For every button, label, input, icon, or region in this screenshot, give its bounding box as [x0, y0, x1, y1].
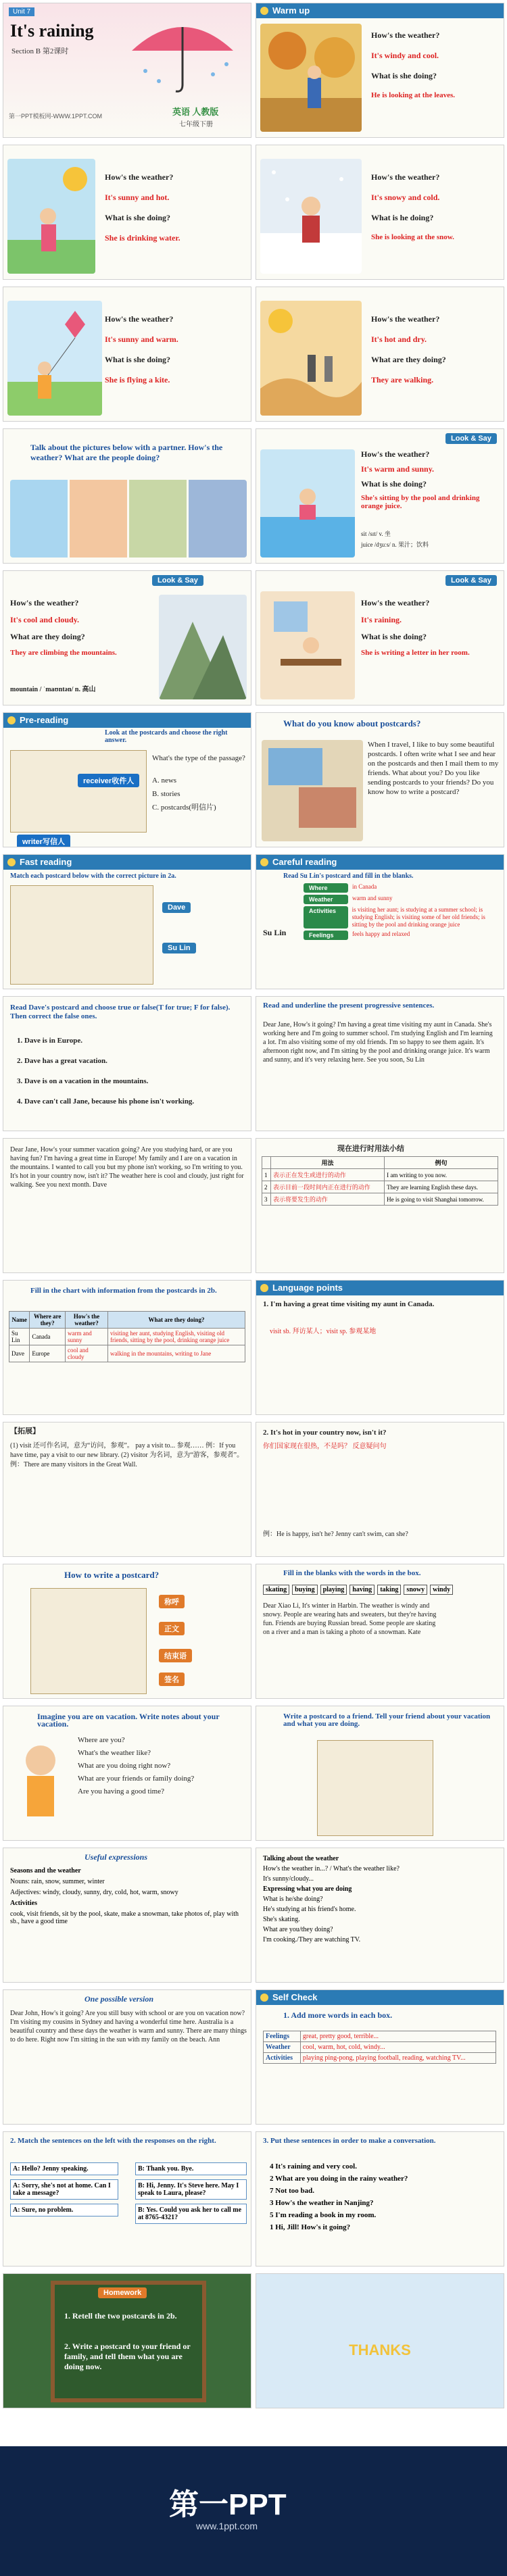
word-box	[263, 1585, 496, 1595]
row-use: 表示目前一段时间内正在进行的动作	[270, 1181, 384, 1193]
cover-title: It's raining	[10, 21, 94, 41]
usage-table	[262, 1156, 498, 1206]
match-right-item[interactable]: B: Yes. Could you ask her to call me at 8765-4321?	[135, 2204, 247, 2224]
slide-cover[interactable]	[3, 3, 251, 138]
warmup-header: Warm up	[256, 3, 504, 18]
lp-note-2: 你们国家现在很热，不是吗？ 反意疑问句	[263, 1443, 387, 1450]
question-doing: What are they doing?	[371, 355, 446, 364]
slide-warmup-5[interactable]	[256, 287, 504, 422]
expr-line: cook, visit friends, sit by the pool, skate, make a snowman, take photos of, play with sb., have a good time	[10, 1910, 239, 1925]
room-picture	[260, 591, 355, 699]
word: snowy	[404, 1585, 427, 1595]
answer-doing: They are climbing the mountains.	[10, 649, 117, 657]
chart-instruction: Fill in the chart with information from the postcards in 2b.	[30, 1287, 217, 1295]
cover-section: Section B 第2课时	[11, 47, 69, 55]
cover-grade: 七年级下册	[179, 121, 213, 128]
cover-site: 第一PPT模板网-WWW.1PPT.COM	[9, 113, 102, 120]
vocab-mountain: mountain / ˈmaʊntən/ n. 高山	[10, 686, 96, 693]
slide-one-version[interactable]	[3, 1989, 251, 2125]
question-doing: What is she doing?	[361, 479, 427, 489]
postcards-text-image	[10, 885, 153, 985]
expr-line: I'm cooking./They are watching TV.	[263, 1936, 361, 1943]
expr-line: It's sunny/cloudy...	[263, 1875, 314, 1883]
summer-picture	[7, 159, 95, 274]
slide-expand[interactable]	[3, 1422, 251, 1557]
mountain-picture	[159, 595, 247, 699]
prereading-header: Pre-reading	[3, 713, 251, 728]
info-table	[9, 1311, 245, 1362]
language-points-header: Language points	[256, 1281, 504, 1295]
autumn-picture	[260, 24, 362, 132]
expressions-right-list	[263, 1855, 500, 1943]
answer-weather: It's cool and cloudy.	[10, 615, 80, 624]
word: playing	[320, 1585, 347, 1595]
question-doing: What is she doing?	[371, 71, 437, 80]
careful-instruction: Read Su Lin's postcard and fill in the blanks.	[283, 872, 414, 880]
careful-reading-header: Careful reading	[256, 855, 504, 870]
cell-name: Dave	[9, 1345, 30, 1362]
homework-item-2: 2. Write a postcard to your friend or family, and tell them what you are doing now.	[64, 2342, 191, 2371]
answer-doing: She is drinking water.	[105, 233, 180, 243]
cover-book: 英语 人教版	[172, 107, 219, 117]
match-left-item[interactable]: A: Sure, no problem.	[10, 2204, 118, 2216]
note-question: What's the weather like?	[78, 1749, 151, 1757]
slide-self-check[interactable]	[256, 1989, 504, 2125]
self-check-header: Self Check	[256, 1990, 504, 2005]
kite-picture	[7, 301, 102, 416]
head-example: 例句	[385, 1157, 498, 1169]
row-value: feels happy and relaxed	[352, 931, 410, 937]
postcards-image	[262, 740, 363, 841]
answer-weather: It's raining.	[361, 615, 402, 624]
slide-look-say-2[interactable]	[3, 570, 251, 705]
slide-homework[interactable]	[3, 2273, 251, 2408]
order-item: 5 I'm reading a book in my room.	[270, 2211, 377, 2219]
version-text: Dear John, How's it going? Are you still busy with school or are you on vacation now? I'm visiting my cousins in Sydney and having a wonderful time here. Australia is a beautiful country and these days the weather is warm and sunny. There are many things to do here. Right now I'm sitting in the sun with my family on the beach. Ann	[10, 2010, 247, 2044]
cell-name: Su Lin	[9, 1329, 30, 1345]
slide-how-to-write[interactable]	[3, 1564, 251, 1699]
answer-doing: She is looking at the snow.	[371, 233, 454, 241]
expand-title: 【拓展】	[10, 1427, 40, 1435]
table-title: 现在进行时用法小结	[337, 1145, 404, 1153]
row-example: They are learning English these days.	[385, 1181, 498, 1193]
answer-weather: It's snowy and cold.	[371, 193, 440, 202]
match-right-item[interactable]: B: Hi, Jenny. It's Steve here. May I speak to Laura, please?	[135, 2179, 247, 2200]
note-question: Are you having a good time?	[78, 1787, 164, 1795]
postcard-sample	[30, 1588, 147, 1694]
slide-look-say-1[interactable]	[256, 428, 504, 564]
receiver-label: receiver收件人	[78, 774, 139, 787]
cover-umbrella-illustration	[118, 10, 247, 98]
row-example: I am writing to you now.	[385, 1169, 498, 1181]
expr-line: What is he/she doing?	[263, 1896, 323, 1903]
unit-badge: Unit 7	[9, 7, 34, 16]
answer-weather: It's sunny and warm.	[105, 335, 178, 344]
slide-thanks[interactable]	[256, 2273, 504, 2408]
order-item: 2 What are you doing in the rainy weather?	[270, 2175, 408, 2183]
match-left-item[interactable]: A: Hello? Jenny speaking.	[10, 2162, 118, 2175]
slide-underline[interactable]	[256, 996, 504, 1131]
row-use: 表示正在发生或进行的动作	[270, 1169, 384, 1181]
expr-line: Activities	[10, 1900, 37, 1907]
row-value: in Canada	[352, 883, 377, 890]
sc-value: playing ping-pong, playing football, reading, watching TV...	[300, 2053, 496, 2064]
question-weather: How's the weather?	[371, 172, 440, 182]
order-title: 3. Put these sentences in order to make a conversation.	[263, 2137, 436, 2145]
note-question: What are you doing right now?	[78, 1762, 171, 1770]
label-signature: 签名	[159, 1673, 185, 1686]
slide-talk[interactable]	[3, 428, 251, 564]
answer-weather: It's hot and dry.	[371, 335, 427, 344]
slide-prereading[interactable]	[3, 712, 251, 847]
label-opening: 称呼	[159, 1595, 185, 1608]
expr-line: Adjectives: windy, cloudy, sunny, dry, cold, hot, warm, snowy	[10, 1889, 178, 1896]
tf-item-2: 2. Dave has a great vacation.	[17, 1057, 107, 1065]
tf-item-4: 4. Dave can't call Jane, because his phone isn't working.	[17, 1097, 195, 1106]
answer-doing: She's sitting by the pool and drinking orange juice.	[361, 494, 480, 510]
label-body: 正文	[159, 1622, 185, 1635]
question-weather: How's the weather?	[105, 172, 174, 182]
question-weather: How's the weather?	[361, 598, 430, 608]
vocab-juice: juice /dʒuːs/ n. 果汁；饮料	[361, 541, 429, 548]
tf-item-3: 3. Dave is on a vacation in the mountains.	[17, 1077, 149, 1085]
slide-present-progressive[interactable]	[256, 1138, 504, 1273]
prereading-instruction: Look at the postcards and choose the right answer.	[105, 729, 228, 744]
slide-useful-expressions[interactable]	[3, 1848, 251, 1983]
order-item: 1 Hi, Jill! How's it going?	[270, 2223, 351, 2231]
look-say-badge: Look & Say	[152, 575, 203, 586]
expr-line: He's studying at his friend's home.	[263, 1906, 356, 1913]
su-lin-letter: Dear Jane, How's it going? I'm having a great time visiting my aunt in Canada. She's working here and I'm going to summer school. I'm studying English and I'm learning a lot. I'm also visiting some of my old friends. I'm so happy to see them again. It's afternoon right now, and I'm sitting by the pool and drinking orange juice. It's warm and sunny, and it's very relaxing here. See you soon, Su Lin	[263, 1021, 493, 1064]
order-item: 7 Not too bad.	[270, 2187, 315, 2195]
question-doing: What is he doing?	[371, 213, 434, 222]
option-a[interactable]: A. news	[152, 776, 177, 785]
match-right	[135, 2162, 247, 2224]
fast-reading-header: Fast reading	[3, 855, 251, 870]
head-name: Name	[9, 1312, 30, 1329]
row-num: 1	[262, 1169, 271, 1181]
writer-label: writer写信人	[17, 835, 70, 847]
match-title: 2. Match the sentences on the left with the responses on the right.	[10, 2137, 216, 2145]
answer-weather: It's warm and sunny.	[361, 464, 435, 474]
word: taking	[377, 1585, 401, 1595]
expr-line: Talking about the weather	[263, 1855, 339, 1862]
thanks-text: THANKS	[349, 2342, 411, 2358]
cell-weather: warm and sunny	[65, 1329, 107, 1345]
slide-fast-reading[interactable]	[3, 854, 251, 989]
postcards-text: When I travel, I like to buy some beautiful postcards. I often write what I see and hear on the postcards and then I mail them to my friends. What about you? Do you like sending postcards to your friends? Do you know how to write a postcard?	[368, 741, 499, 796]
girl-illustration	[10, 1737, 71, 1835]
write-instruction: Write a postcard to a friend. Tell your friend about your vacation and what you are doing.	[283, 1712, 491, 1728]
write-title: How to write a postcard?	[64, 1570, 160, 1580]
dave-letter: Dear Jane, How's your summer vacation going? Are you studying hard, or are you having fun? I'm having a great time in Europe! My family and I are on a vacation in the mountains. I wanted to call you but my phone isn't working, so I'm writing to you. It's hot in your country now, isn't it? The weather here is cool and cloudy, just right for walking. See you next month. Dave	[10, 1146, 244, 1189]
careful-table	[304, 883, 500, 942]
expr-line: How's the weather in...? / What's the weather like?	[263, 1865, 400, 1873]
slide-postcards-know[interactable]	[256, 712, 504, 847]
match-left	[10, 2162, 118, 2216]
slide-write-postcard[interactable]	[256, 1706, 504, 1841]
match-right-item[interactable]: B: Thank you. Bye.	[135, 2162, 247, 2175]
answer-doing: He is looking at the leaves.	[371, 91, 456, 99]
fast-reading-instruction: Match each postcard below with the correct picture in 2a.	[10, 872, 176, 880]
question-weather: How's the weather?	[371, 314, 440, 324]
blank-postcard[interactable]	[317, 1740, 433, 1836]
answer-weather: It's windy and cool.	[371, 51, 439, 60]
expr-line: Seasons and the weather	[10, 1867, 81, 1875]
cell-where: Canada	[30, 1329, 66, 1345]
word: skating	[263, 1585, 289, 1595]
slide-dave-letter[interactable]	[3, 1138, 251, 1273]
self-check-table	[263, 2031, 496, 2064]
imagine-instruction: Imagine you are on vacation. Write notes about your vacation.	[37, 1712, 220, 1729]
footer	[0, 2446, 507, 2576]
note-question: What are your friends or family doing?	[78, 1775, 195, 1783]
notes-list	[78, 1737, 247, 1801]
question-weather: How's the weather?	[105, 314, 174, 324]
row-key: Where	[304, 883, 348, 893]
question-doing: What are they doing?	[10, 632, 85, 641]
question-doing: What is she doing?	[105, 213, 171, 222]
name-su-lin: Su Lin	[162, 943, 196, 953]
slide-warmup-2[interactable]	[3, 145, 251, 280]
slide-warmup-3[interactable]	[256, 145, 504, 280]
label-closing: 结束语	[159, 1649, 192, 1662]
sc-value: great, pretty good, terrible...	[300, 2031, 496, 2042]
order-list	[270, 2162, 500, 2231]
expand-text: (1) visit 还可作名词，意为“访问，参观”。 pay a visit to... 参观…… 例：If you have time, pay a visit to our new library. (2) visitor 为名词，意为“游客，参观者”。例：There are many visitors in the Great Wall.	[10, 1442, 244, 1468]
row-key: Weather	[304, 895, 348, 904]
cell-where: Europe	[30, 1345, 66, 1362]
expressions-title: Useful expressions	[84, 1852, 148, 1862]
match-left-item[interactable]: A: Sorry, she's not at home. Can I take a message?	[10, 2179, 118, 2200]
slide-language-points[interactable]	[256, 1280, 504, 1415]
slide-order[interactable]	[256, 2131, 504, 2267]
expr-line: Nouns: rain, snow, summer, winter	[10, 1878, 105, 1885]
pool-picture	[260, 449, 355, 558]
question-weather: How's the weather?	[361, 449, 430, 459]
lp-sentence-1: 1. I'm having a great time visiting my aunt in Canada.	[263, 1300, 435, 1308]
cell-weather: cool and cloudy	[65, 1345, 107, 1362]
answer-doing: They are walking.	[371, 375, 434, 385]
sc-key: Feelings	[264, 2031, 301, 2042]
fill-text: Dear Xiao Li, It's winter in Harbin. The weather is windy and snowy. People are wearing hats and sweaters, but they're having fun. Friends are buying Russian bread. Some people are skating on a river and a man is taking a photo of a snowman. Kate	[263, 1602, 437, 1636]
homework-item-1: 1. Retell the two postcards in 2b.	[64, 2311, 177, 2321]
head-weather: How's the weather?	[65, 1312, 107, 1329]
expr-line: Expressing what you are doing	[263, 1885, 352, 1893]
row-example: He is going to visit Shanghai tomorrow.	[385, 1193, 498, 1206]
slide-fill-chart[interactable]	[3, 1280, 251, 1415]
slide-fill-blanks[interactable]	[256, 1564, 504, 1699]
underline-instruction: Read and underline the present progressive sentences.	[263, 1001, 435, 1010]
postcards-title: What do you know about postcards?	[283, 718, 421, 728]
question-weather: How's the weather?	[10, 598, 79, 608]
row-num: 3	[262, 1193, 271, 1206]
row-value: is visiting her aunt; is studying at a summer school; is studying English; is visiting some of her old friends; is sitting by the pool and drinking orange juice	[352, 906, 485, 928]
head-where: Where are they?	[30, 1312, 66, 1329]
row-key: Feelings	[304, 931, 348, 940]
order-item: 4 It's raining and very cool.	[270, 2162, 357, 2171]
question-doing: What is she doing?	[105, 355, 171, 364]
slide-careful-reading[interactable]	[256, 854, 504, 989]
expr-line: What are you/they doing?	[263, 1926, 333, 1933]
footer-brand: 第一PPT	[169, 2488, 287, 2521]
su-lin-label: Su Lin	[263, 928, 287, 937]
postcard-image	[10, 750, 147, 833]
row-num: 2	[262, 1181, 271, 1193]
tf-item-1: 1. Dave is in Europe.	[17, 1037, 82, 1045]
fill-instruction: Fill in the blanks with the words in the box.	[283, 1569, 421, 1577]
head-doing: What are they doing?	[108, 1312, 245, 1329]
sc-value: cool, warm, hot, cold, windy...	[300, 2042, 496, 2053]
slide-match[interactable]	[3, 2131, 251, 2267]
word: having	[349, 1585, 375, 1595]
option-c[interactable]: C. postcards(明信片)	[152, 803, 216, 812]
tf-instruction: Read Dave's postcard and choose true or false(T for true; F for false). Then correct the false ones.	[10, 1004, 231, 1020]
slide-warmup-1[interactable]	[256, 3, 504, 138]
look-say-badge: Look & Say	[445, 575, 497, 586]
row-key: Activities	[304, 906, 348, 928]
note-question: Where are you?	[78, 1736, 125, 1744]
four-pictures	[10, 480, 247, 558]
head-use: 用法	[270, 1157, 384, 1169]
slide-imagine[interactable]	[3, 1706, 251, 1841]
type-question: What's the type of the passage?	[152, 754, 245, 762]
sc-key: Activities	[264, 2053, 301, 2064]
order-item: 3 How's the weather in Nanjing?	[270, 2199, 374, 2207]
desert-picture	[260, 301, 362, 416]
tag-example: 例：He is happy, isn't he? Jenny can't swim, can she?	[263, 1531, 408, 1538]
lp-sentence-2: 2. It's hot in your country now, isn't it?	[263, 1429, 387, 1437]
slide-true-false[interactable]	[3, 996, 251, 1131]
slide-look-say-3[interactable]	[256, 570, 504, 705]
slide-tag-question[interactable]	[256, 1422, 504, 1557]
version-title: One possible version	[84, 1994, 153, 2004]
row-use: 表示将要发生的动作	[270, 1193, 384, 1206]
slide-talking-weather[interactable]	[256, 1848, 504, 1983]
homework-title: Homework	[98, 2287, 147, 2298]
footer-url[interactable]: www.1ppt.com	[196, 2521, 258, 2531]
question-weather: How's the weather?	[371, 30, 440, 40]
look-say-badge: Look & Say	[445, 433, 497, 444]
talk-instruction: Talk about the pictures below with a partner. How's the weather? What are the people doing?	[30, 443, 223, 462]
cell-doing: walking in the mountains, writing to Jane	[108, 1345, 245, 1362]
row-value: warm and sunny	[352, 895, 393, 901]
word: windy	[430, 1585, 453, 1595]
slide-warmup-4[interactable]	[3, 287, 251, 422]
name-dave: Dave	[162, 902, 191, 913]
question-doing: What is she doing?	[361, 632, 427, 641]
winter-picture	[260, 159, 362, 274]
answer-doing: She is writing a letter in her room.	[361, 649, 470, 657]
sc-key: Weather	[264, 2042, 301, 2053]
word: buying	[292, 1585, 317, 1595]
answer-doing: She is flying a kite.	[105, 375, 170, 385]
lp-note-1: visit sb. 拜访某人；visit sp. 参观某地	[270, 1328, 377, 1335]
vocab-sit: sit /sɪt/ v. 坐	[361, 530, 391, 537]
option-b[interactable]: B. stories	[152, 790, 180, 798]
expr-line: She's skating.	[263, 1916, 300, 1923]
self-check-1: 1. Add more words in each box.	[283, 2010, 393, 2020]
expressions-list	[10, 1867, 247, 1925]
cell-doing: visiting her aunt, studying English, visiting old friends, sitting by the pool, drinking orange juice	[108, 1329, 245, 1345]
answer-weather: It's sunny and hot.	[105, 193, 170, 202]
